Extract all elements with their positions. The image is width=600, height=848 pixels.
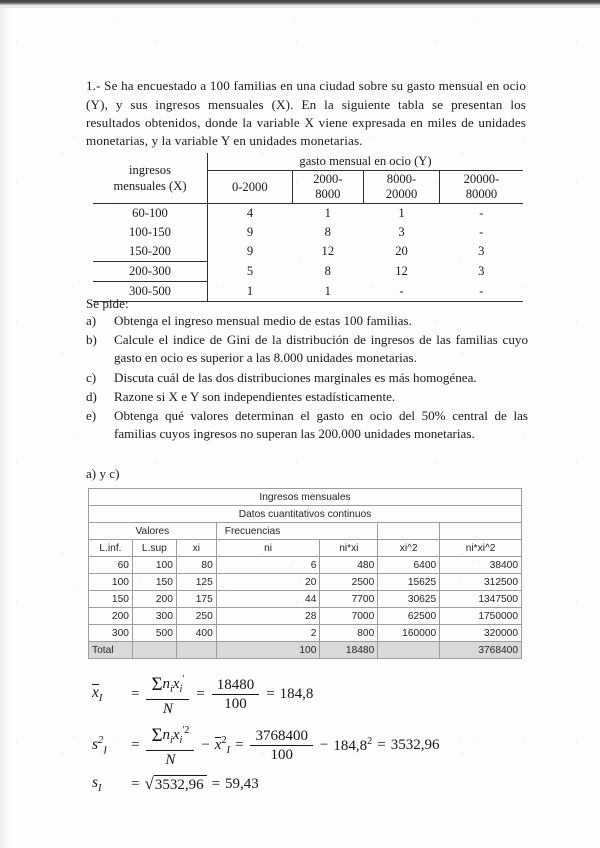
frequency-table-header-row	[89, 540, 522, 557]
col-header-1-line2: 8000	[315, 187, 341, 201]
r1-nixi2: 312500	[440, 574, 522, 591]
formula-variance-variable: s	[92, 736, 99, 754]
r0-xi2: 6400	[378, 557, 440, 574]
minus-sign-2: −	[319, 737, 329, 753]
table-row	[93, 242, 523, 262]
formula-block	[92, 672, 439, 800]
r4-ni: 2	[216, 625, 320, 642]
total-nixi2: 3768400	[440, 642, 522, 659]
col-header-2-line2: 20000	[385, 187, 418, 201]
question-text-a: Obtenga el ingreso mensual medio de estas 100 familias.	[114, 313, 412, 328]
frequency-table-title-row	[89, 489, 522, 506]
col-xi2: xi^2	[378, 540, 440, 557]
cell-1-3: -	[479, 225, 484, 239]
table-row	[89, 557, 522, 574]
formula-mean-x: x	[172, 676, 180, 692]
list-item	[86, 312, 528, 330]
formula-mean-n-sub: i	[170, 684, 173, 695]
cell-0-1: 1	[292, 204, 364, 224]
equals-sign-5: =	[234, 737, 244, 753]
formula-variance-value-den: 100	[270, 747, 293, 763]
list-item	[86, 388, 528, 406]
total-label: Total	[89, 642, 133, 659]
formula-variance-x: x	[172, 727, 180, 743]
col-header-3	[439, 171, 523, 204]
r2-nixi2: 1347500	[440, 591, 522, 608]
formula-mean-result: 184,8	[279, 686, 314, 702]
formula-variance-fraction	[146, 723, 194, 768]
total-lsup	[132, 642, 176, 659]
frequency-table-subtitle-row	[89, 506, 522, 523]
cell-0-2: 1	[364, 204, 440, 224]
frequency-table-subtitle: Datos cuantitativos continuos	[89, 506, 522, 523]
r4-xi2: 160000	[378, 625, 440, 642]
row-label-0: 60-100	[93, 204, 208, 224]
formula-variance-subtract-value: 184,8	[333, 738, 368, 754]
total-xi	[176, 642, 216, 659]
formula-mean-fraction	[146, 672, 189, 717]
contingency-table	[93, 153, 523, 302]
col-header-3-line2: 80000	[465, 187, 498, 201]
formula-variance-minus-var: x	[214, 737, 222, 753]
r0-lsup: 100	[132, 557, 176, 574]
section-heading-ayc: a) y c)	[86, 466, 120, 481]
row-label-1: 100-150	[93, 223, 208, 242]
cell-4-1: 1	[292, 282, 364, 302]
row-header-line2: mensuales (X)	[113, 179, 187, 193]
question-marker-c: c)	[86, 369, 97, 385]
formula-mean-x-sub: i	[179, 684, 183, 695]
formula-variance-variable-sub: I	[103, 745, 107, 757]
formula-mean	[92, 672, 439, 717]
group-header-frecuencias: Frecuencias	[216, 523, 378, 540]
question-marker-b: b)	[86, 332, 97, 348]
equals-sign-6: =	[377, 737, 386, 753]
formula-variance-n: n	[162, 727, 171, 743]
formula-variance-numerator	[146, 723, 194, 751]
equals-sign-8: =	[211, 775, 221, 792]
cell-4-0: 1	[208, 282, 293, 302]
formula-stdev-variable-sub: I	[98, 783, 102, 795]
r3-linf: 200	[89, 608, 133, 625]
r1-nixi: 2500	[320, 574, 378, 591]
frequency-table	[88, 488, 522, 659]
row-label-3: 200-300	[93, 262, 208, 282]
cell-3-3: 3	[478, 264, 485, 278]
total-ni: 100	[216, 642, 320, 659]
r2-lsup: 200	[132, 591, 176, 608]
cell-3-2: 12	[395, 264, 408, 278]
formula-mean-n: n	[162, 676, 171, 692]
question-text-b: Calcule el indice de Gini de la distribución de ingresos de las familias cuyo gasto en ocio es superior a las 8.000 unidades monetarias.	[114, 332, 528, 366]
cell-2-0: 9	[246, 244, 254, 259]
equals-sign-3: =	[266, 686, 275, 702]
formula-variance-x-sup: '2	[182, 725, 190, 736]
question-text-e: Obtenga qué valores determinan el gasto en ocio del 50% central de las familias cuyos ingresos no superan las 200.000 unidades monetarias.	[114, 408, 528, 442]
r0-linf: 60	[89, 557, 133, 574]
formula-variance-x-sub: i	[179, 735, 183, 746]
r4-linf: 300	[89, 625, 133, 642]
r3-ni: 28	[216, 608, 320, 625]
table-total-row	[89, 642, 522, 659]
col-header-0-line1: 0-2000	[231, 179, 268, 194]
formula-stdev-variable: s	[92, 774, 99, 791]
cell-4-3: -	[439, 282, 523, 302]
formula-mean-numerator	[146, 672, 189, 700]
r2-xi2: 30625	[378, 591, 440, 608]
intro-paragraph: 1.- Se ha encuestado a 100 familias en una ciudad sobre su gasto mensual en ocio (Y), y sus ingresos mensuales (X). En la siguiente tabla se presentan los resultados obtenidos, donde la variable X viene expresada en miles de unidades monetarias, y la variable Y en unidades monetarias.	[86, 78, 526, 149]
formula-variance-value-fraction	[250, 728, 313, 763]
question-marker-a: a)	[86, 313, 97, 328]
list-item	[86, 331, 528, 367]
row-header-line1: ingresos	[129, 163, 171, 177]
table-row	[89, 625, 522, 642]
formula-stdev-lhs	[92, 774, 126, 794]
formula-mean-lhs	[92, 684, 126, 704]
group-header-valores: Valores	[89, 523, 217, 540]
r2-ni: 44	[216, 591, 320, 608]
formula-mean-value-fraction	[212, 677, 260, 712]
question-list	[86, 312, 528, 444]
formula-mean-value-num: 18480	[212, 677, 260, 695]
col-group-header: gasto mensual en ocio (Y)	[208, 153, 524, 171]
formula-mean-x-sup: '	[182, 674, 185, 685]
table-row	[93, 223, 523, 242]
col-header-3-line1: 20000-	[463, 172, 500, 186]
r4-xi: 400	[176, 625, 216, 642]
cell-0-3: -	[439, 204, 523, 224]
table-row	[89, 574, 522, 591]
minus-sign-1: −	[201, 737, 210, 753]
r1-xi: 125	[176, 574, 216, 591]
formula-variance-minus-sub: I	[226, 745, 230, 756]
r3-nixi: 7000	[320, 608, 378, 625]
list-item	[86, 369, 528, 387]
table-header-row-top	[93, 153, 523, 171]
formula-stdev	[92, 774, 439, 794]
formula-mean-denominator: N	[162, 701, 173, 717]
r0-ni: 6	[216, 557, 320, 574]
r2-nixi: 7700	[320, 591, 378, 608]
formula-variance-subtract	[333, 736, 372, 755]
formula-variance-variable-sup: 2	[98, 734, 104, 746]
cell-1-2: 3	[398, 225, 405, 239]
r1-xi2: 15625	[378, 574, 440, 591]
r4-nixi2: 320000	[440, 625, 522, 642]
cell-3-1: 8	[324, 264, 331, 278]
col-header-2-line1: 8000-	[386, 172, 417, 186]
col-ni: ni	[216, 540, 320, 557]
question-marker-e: e)	[86, 408, 97, 424]
equals-sign-1: =	[131, 686, 140, 702]
formula-variance-n-sub: i	[170, 735, 173, 746]
sigma-icon: Σ	[151, 725, 163, 746]
table-row	[93, 262, 523, 282]
square-root-icon	[144, 775, 206, 793]
formula-variance-subtract-sup: 2	[367, 736, 373, 747]
formula-mean-variable-sub: I	[98, 693, 103, 705]
equals-sign-7: =	[131, 775, 140, 792]
r0-xi: 80	[176, 557, 216, 574]
col-header-2	[364, 171, 440, 204]
cell-1-0: 9	[246, 225, 254, 239]
formula-mean-variable: x	[92, 684, 99, 702]
r2-xi: 175	[176, 591, 216, 608]
r4-nixi: 800	[320, 625, 378, 642]
question-text-d: Razone si X e Y son independientes estadísticamente.	[114, 388, 396, 404]
sigma-icon: Σ	[151, 674, 163, 695]
r2-linf: 150	[89, 591, 133, 608]
radical-glyph: √	[144, 774, 154, 794]
se-pide-label: Se pide:	[86, 296, 129, 311]
formula-variance-result: 3532,96	[390, 737, 440, 753]
col-header-0	[208, 171, 293, 204]
cell-2-3: 3	[478, 244, 485, 259]
row-header-label	[93, 153, 208, 204]
col-nixi2: ni*xi^2	[440, 540, 522, 557]
formula-variance-lhs	[92, 735, 126, 756]
formula-mean-value-den: 100	[224, 696, 247, 712]
question-marker-d: d)	[86, 388, 97, 404]
total-xi2	[378, 642, 440, 659]
r0-nixi: 480	[320, 557, 378, 574]
r3-xi: 250	[176, 608, 216, 625]
equals-sign-2: =	[196, 686, 205, 702]
cell-0-0: 4	[208, 204, 293, 224]
list-item	[86, 407, 528, 443]
group-header-spacer-2	[440, 523, 522, 540]
formula-variance-value-num: 3768400	[250, 728, 313, 746]
formula-stdev-result: 59,43	[225, 775, 259, 792]
col-header-1	[292, 171, 364, 204]
table-row	[93, 282, 523, 302]
table-row	[89, 591, 522, 608]
col-linf: L.inf.	[89, 540, 133, 557]
formula-variance-minus-term	[215, 735, 230, 756]
cell-2-2: 20	[395, 244, 408, 259]
r3-xi2: 62500	[378, 608, 440, 625]
r1-ni: 20	[216, 574, 320, 591]
formula-stdev-radicand: 3532,96	[154, 775, 207, 793]
frequency-table-title: Ingresos mensuales	[89, 489, 522, 506]
cell-3-0: 5	[246, 264, 254, 278]
r1-linf: 100	[89, 574, 133, 591]
r4-lsup: 500	[132, 625, 176, 642]
table-row	[89, 608, 522, 625]
r0-nixi2: 38400	[440, 557, 522, 574]
r1-lsup: 150	[132, 574, 176, 591]
col-header-1-line1: 2000-	[313, 172, 343, 186]
formula-variance	[92, 723, 439, 768]
equals-sign-4: =	[131, 737, 140, 753]
formula-variance-denominator: N	[165, 752, 176, 768]
group-header-spacer-1	[378, 523, 440, 540]
row-label-4: 300-500	[93, 282, 208, 302]
cell-1-1: 8	[324, 225, 331, 239]
col-lsup: L.sup	[132, 540, 176, 557]
frequency-table-group-row	[89, 523, 522, 540]
table-row	[93, 204, 523, 224]
col-xi: xi	[176, 540, 216, 557]
row-label-2: 150-200	[93, 242, 208, 262]
r3-lsup: 300	[132, 608, 176, 625]
r3-nixi2: 1750000	[440, 608, 522, 625]
question-text-c: Discuta cuál de las dos distribuciones marginales es más homogénea.	[114, 369, 477, 385]
cell-2-1: 12	[321, 244, 335, 259]
total-nixi: 18480	[320, 642, 378, 659]
cell-4-2: -	[364, 282, 440, 302]
col-nixi: ni*xi	[320, 540, 378, 557]
formula-variance-minus-sup: 2	[221, 735, 227, 746]
